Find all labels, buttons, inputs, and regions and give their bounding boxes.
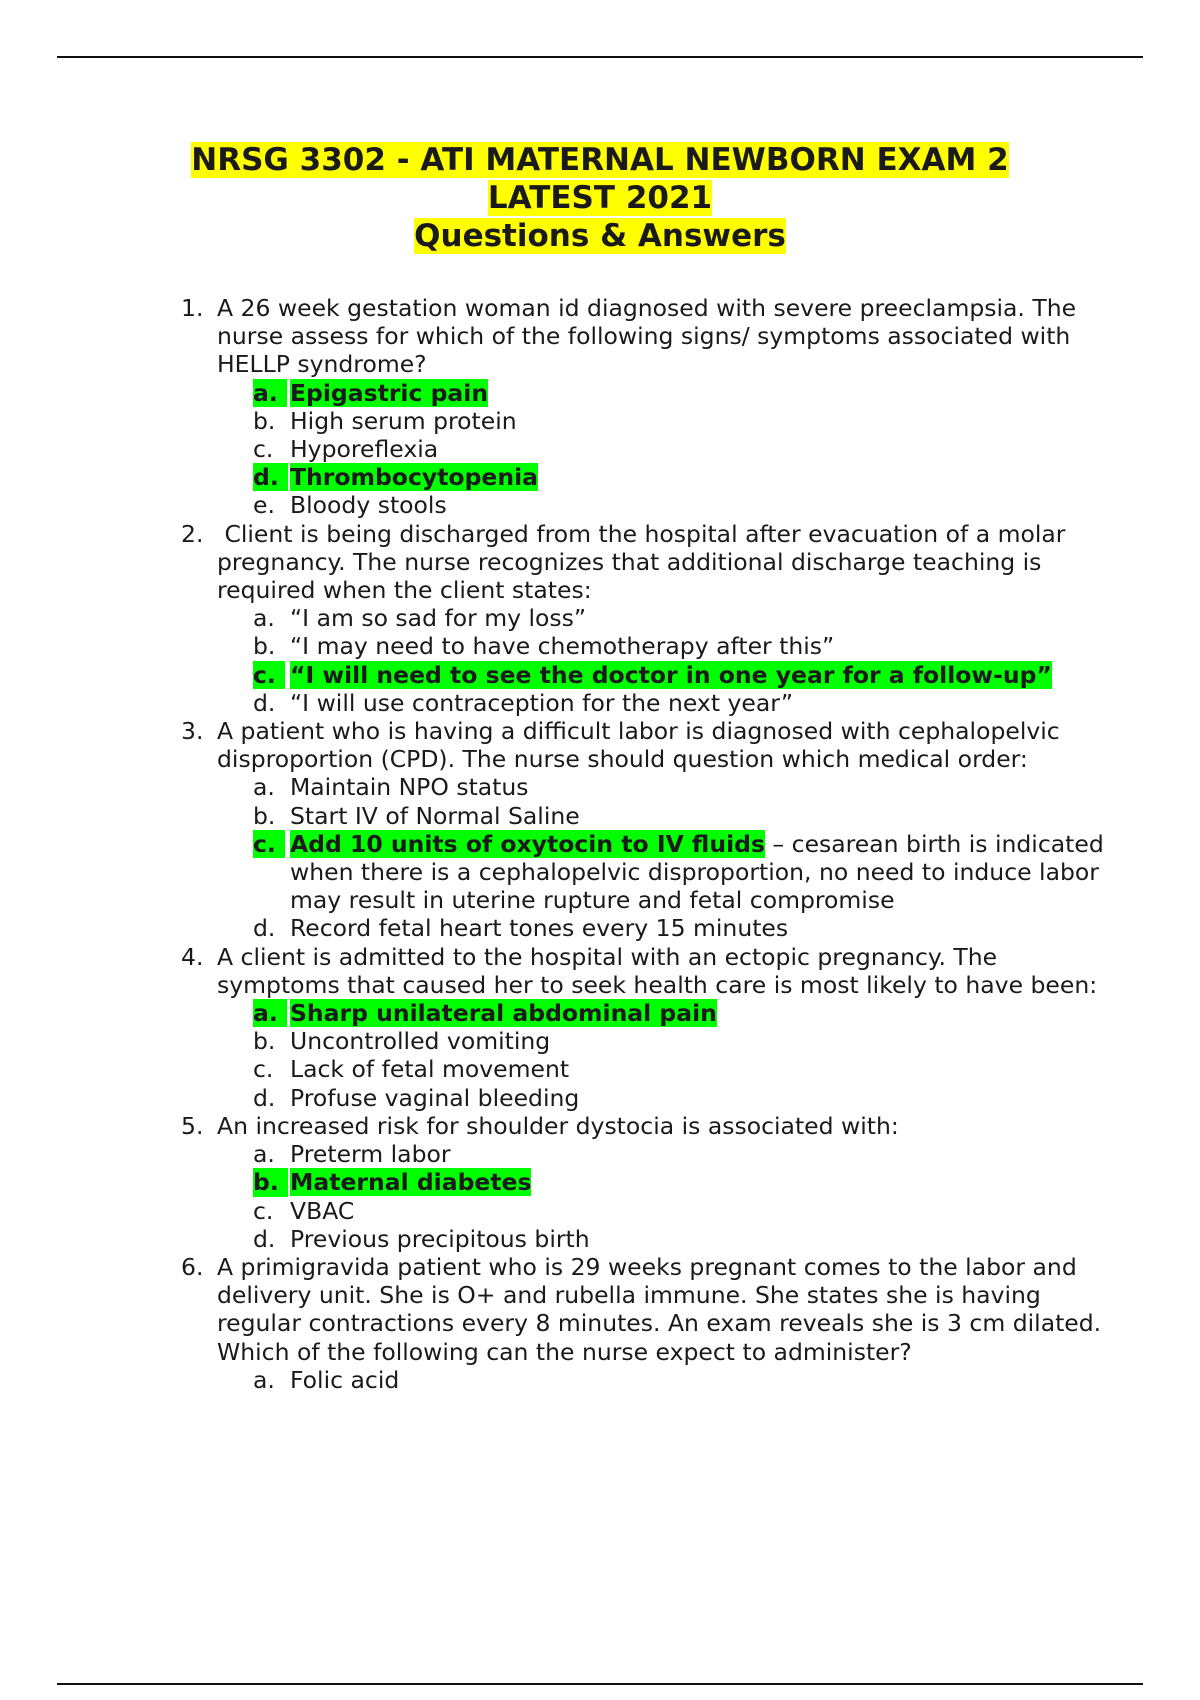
correct-answer-option <box>217 463 1105 491</box>
option-letter: a. <box>253 773 275 802</box>
option-letter: e. <box>253 491 275 520</box>
option-letter: c. <box>253 661 285 689</box>
option-text: Folic acid <box>290 1365 400 1394</box>
document-title <box>0 141 1200 255</box>
answer-option <box>217 914 1105 942</box>
answer-option <box>217 407 1105 435</box>
option-text: Profuse vaginal bleeding <box>290 1083 580 1112</box>
question-text: A client is admitted to the hospital with an ectopic pregnancy. The symptoms that caused her to seek health care is most likely to have been: <box>217 942 1098 999</box>
option-letter: d. <box>253 1224 276 1253</box>
title-line-1: NRSG 3302 - ATI MATERNAL NEWBORN EXAM 2 <box>191 142 1009 178</box>
option-letter: a. <box>253 1365 275 1394</box>
question-item <box>0 943 1200 1112</box>
option-text: “I am so sad for my loss” <box>290 604 587 633</box>
option-text: Uncontrolled vomiting <box>290 1027 551 1056</box>
answer-options <box>217 1140 1105 1253</box>
option-text: Bloody stools <box>290 491 447 520</box>
answer-options <box>217 999 1105 1112</box>
answer-options <box>217 604 1105 717</box>
answer-options <box>217 773 1105 942</box>
answer-option <box>217 632 1105 660</box>
question-item <box>0 717 1200 943</box>
question-number: 2. <box>181 519 204 548</box>
title-line-3: Questions & Answers <box>414 218 786 254</box>
answer-option <box>217 1084 1105 1112</box>
option-letter: a. <box>253 1140 275 1169</box>
answer-option <box>217 491 1105 519</box>
option-text: High serum protein <box>290 406 517 435</box>
option-text: Add 10 units of oxytocin to IV fluids <box>290 829 765 858</box>
option-letter: c. <box>253 435 274 464</box>
option-letter: d. <box>253 914 276 943</box>
answer-explanation: – cesarean birth is indicated when there is a cephalopelvic disproportion, no need to induce labor may result in uterine rupture and fetal compromise <box>290 829 1104 915</box>
option-text: “I will need to see the doctor in one year for a follow-up” <box>290 660 1052 689</box>
answer-option <box>217 435 1105 463</box>
option-text: Epigastric pain <box>290 378 489 407</box>
question-text: Client is being discharged from the hospital after evacuation of a molar pregnancy. The nurse recognizes that additional discharge teaching is required when the client states: <box>217 519 1066 605</box>
question-item <box>0 1112 1200 1253</box>
answer-option <box>217 773 1105 801</box>
option-text: Start IV of Normal Saline <box>290 801 580 830</box>
option-letter: a. <box>253 604 275 633</box>
correct-answer-option <box>217 661 1105 689</box>
answer-option <box>217 689 1105 717</box>
option-letter: b. <box>253 406 276 435</box>
option-text: “I may need to have chemotherapy after this” <box>290 632 835 661</box>
answer-option <box>217 1366 1105 1394</box>
answer-option <box>217 1140 1105 1168</box>
option-letter: a. <box>253 379 287 407</box>
question-text: A patient who is having a difficult labor is diagnosed with cephalopelvic disproportion (CPD). The nurse should question which medical order: <box>217 717 1060 774</box>
option-text: VBAC <box>290 1196 355 1225</box>
answer-option <box>217 1055 1105 1083</box>
question-number: 1. <box>181 294 204 322</box>
correct-answer-option <box>217 379 1105 407</box>
question-text: A primigravida patient who is 29 weeks pregnant comes to the labor and delivery unit. She is O+ and rubella immune. She states she is having regular contractions every 8 minutes. An exam reveals she is 3 cm dilated. Which of the following can the nurse expect to administer? <box>217 1252 1102 1366</box>
question-item <box>0 1253 1200 1394</box>
question-number: 3. <box>181 717 204 746</box>
answer-option <box>217 1197 1105 1225</box>
option-letter: b. <box>253 632 276 661</box>
option-letter: b. <box>253 1168 288 1196</box>
question-item <box>0 294 1200 520</box>
option-text: Sharp unilateral abdominal pain <box>290 999 717 1028</box>
option-letter: d. <box>253 463 288 491</box>
option-letter: d. <box>253 1083 276 1112</box>
bottom-rule <box>57 1683 1143 1685</box>
top-rule <box>57 56 1143 58</box>
title-line-2: LATEST 2021 <box>487 180 713 216</box>
answer-options <box>217 379 1105 520</box>
correct-answer-option <box>217 830 1105 915</box>
answer-option <box>217 1027 1105 1055</box>
answer-options <box>217 1366 1105 1394</box>
option-letter: c. <box>253 1196 274 1225</box>
question-text: An increased risk for shoulder dystocia is associated with: <box>217 1111 899 1140</box>
option-text: Lack of fetal movement <box>290 1055 570 1084</box>
answer-option <box>217 802 1105 830</box>
option-letter: c. <box>253 830 285 858</box>
question-number: 5. <box>181 1111 204 1140</box>
correct-answer-option <box>217 1168 1105 1196</box>
question-item <box>0 520 1200 717</box>
option-text: “I will use contraception for the next year” <box>290 688 794 717</box>
option-letter: b. <box>253 801 276 830</box>
option-text: Hyporeflexia <box>290 435 439 464</box>
question-number: 6. <box>181 1252 204 1281</box>
question-number: 4. <box>181 942 204 971</box>
option-text: Thrombocytopenia <box>290 463 538 492</box>
option-letter: d. <box>253 688 276 717</box>
correct-answer-option <box>217 999 1105 1027</box>
question-list <box>0 294 1200 1394</box>
option-text: Preterm labor <box>290 1140 451 1169</box>
answer-option <box>217 604 1105 632</box>
option-letter: c. <box>253 1055 274 1084</box>
option-text: Maternal diabetes <box>290 1168 532 1197</box>
question-text: A 26 week gestation woman id diagnosed with severe preeclampsia. The nurse assess for which of the following signs/ symptoms associated with HELLP syndrome? <box>217 294 1077 379</box>
option-text: Record fetal heart tones every 15 minutes <box>290 914 789 943</box>
option-letter: a. <box>253 999 287 1027</box>
option-letter: b. <box>253 1027 276 1056</box>
option-text: Previous precipitous birth <box>290 1224 590 1253</box>
answer-option <box>217 1225 1105 1253</box>
option-text: Maintain NPO status <box>290 773 529 802</box>
